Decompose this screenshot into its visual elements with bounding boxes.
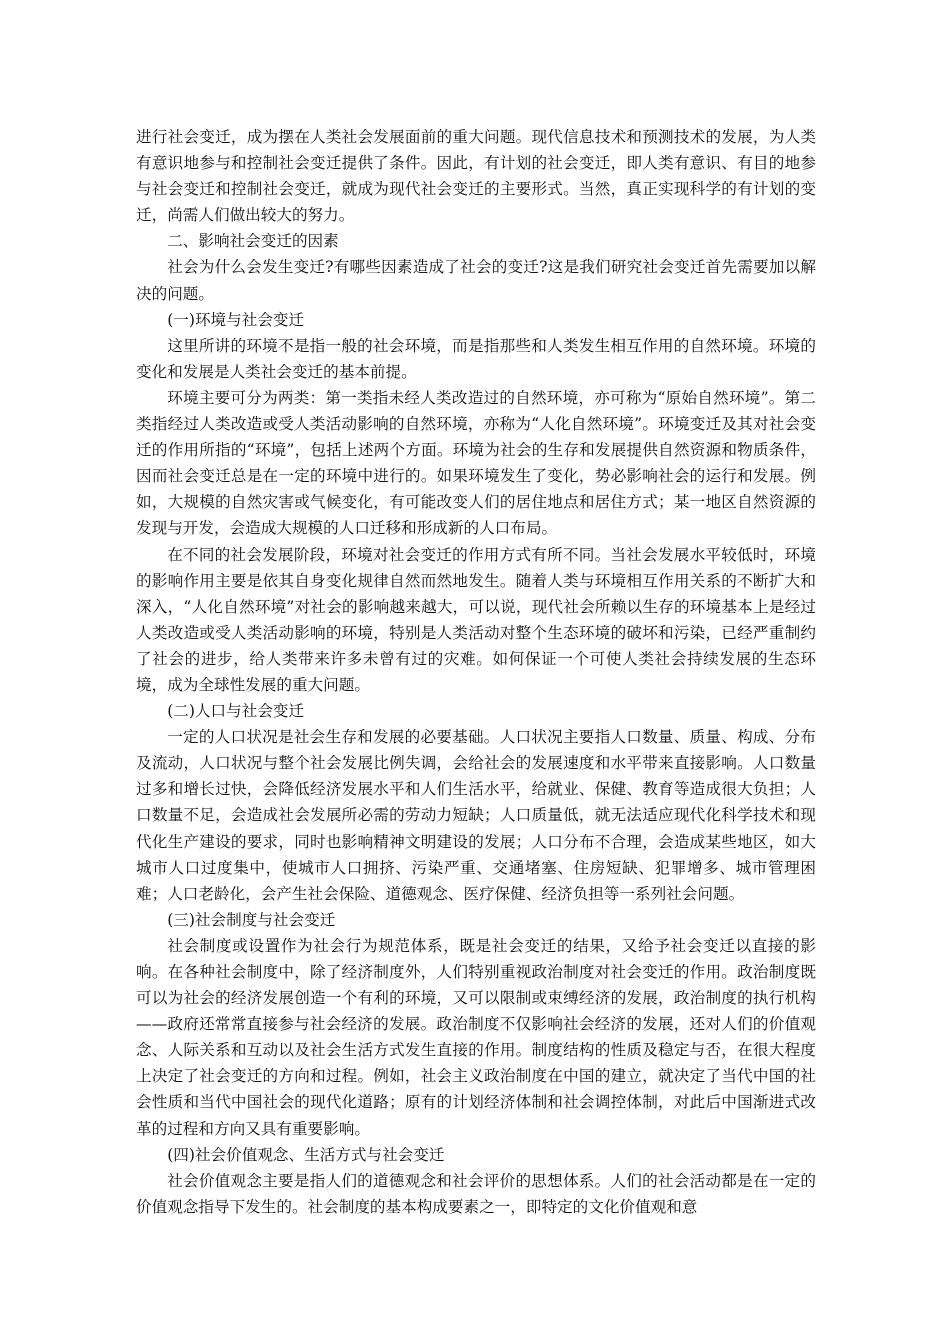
subheading-population: (二)人口与社会变迁 <box>167 702 305 721</box>
document-page <box>136 124 816 1220</box>
paragraph-values: 社会价值观念主要是指人们的道德观念和社会评价的思想体系。人们的社会活动都是在一定的价值观念指导下发生的。社会制度的基本构成要素之一，即特定的文化价值观和意 <box>136 1171 816 1216</box>
subheading-values-lifestyle: (四)社会价值观念、生活方式与社会变迁 <box>167 1145 445 1164</box>
paragraph-environment-definition: 这里所讲的环境不是指一般的社会环境，而是指那些和人类发生相互作用的自然环境。环境的变化和发展是人类社会变迁的基本前提。 <box>136 336 816 381</box>
section-heading-influencing-factors: 二、影响社会变迁的因素 <box>167 232 339 251</box>
paragraph-population: 一定的人口状况是社会生存和发展的必要基础。人口状况主要指人口数量、质量、构成、分布及流动，人口状况与整个社会发展比例失调，会给社会的发展速度和水平带来直接影响。人口数量过多和增长过快，会降低经济发展水平和人们生活水平，给就业、保健、教育等造成很大负担；人口数量不足，会造成社会发展所必需的劳动力短缺；人口质量低，就无法适应现代化科学技术和现代化生产建设的要求，同时也影响精神文明建设的发展；人口分布不合理，会造成某些地区，如大城市人口过度集中，使城市人口拥挤、污染严重、交通堵塞、住房短缺、犯罪增多、城市管理困难；人口老龄化，会产生社会保险、道德观念、医疗保健、经济负担等一系列社会问题。 <box>136 728 816 903</box>
subheading-environment: (一)环境与社会变迁 <box>167 310 305 329</box>
paragraph-environment-types: 环境主要可分为两类：第一类指未经人类改造过的自然环境，亦可称为“原始自然环境”。第二类指经过人类改造或受人类活动影响的自然环境，亦称为“人化自然环境”。环境变迁及其对社会变迁的作用所指的“环境”，包括上述两个方面。环境为社会的生存和发展提供自然资源和物质条件，因而社会变迁总是在一定的环境中进行的。如果环境发生了变化，势必影响社会的运行和发展。例如，大规模的自然灾害或气候变化，有可能改变人们的居住地点和居住方式；某一地区自然资源的发现与开发，会造成大规模的人口迁移和形成新的人口布局。 <box>136 388 816 538</box>
subheading-social-system: (三)社会制度与社会变迁 <box>167 910 336 929</box>
paragraph-environment-stages: 在不同的社会发展阶段，环境对社会变迁的作用方式有所不同。当社会发展水平较低时，环境的影响作用主要是依其自身变化规律自然而然地发生。随着人类与环境相互作用关系的不断扩大和深入，“人化自然环境”对社会的影响越来越大，可以说，现代社会所赖以生存的环境基本上是经过人类改造或受人类活动影响的环境，特别是人类活动对整个生态环境的破坏和污染，已经严重制约了社会的进步，给人类带来许多未曾有过的灾难。如何保证一个可使人类社会持续发展的生态环境，成为全球性发展的重大问题。 <box>136 545 816 694</box>
paragraph-intro-question: 社会为什么会发生变迁?有哪些因素造成了社会的变迁?这是我们研究社会变迁首先需要加以解决的问题。 <box>136 258 816 303</box>
paragraph-continuation: 进行社会变迁，成为摆在人类社会发展面前的重大问题。现代信息技术和预测技术的发展，为人类有意识地参与和控制社会变迁提供了条件。因此，有计划的社会变迁，即人类有意识、有目的地参与社会变迁和控制社会变迁，就成为现代社会变迁的主要形式。当然，真正实现科学的有计划的变迁，尚需人们做出较大的努力。 <box>136 128 816 225</box>
paragraph-social-system: 社会制度或设置作为社会行为规范体系，既是社会变迁的结果，又给予社会变迁以直接的影响。在各种社会制度中，除了经济制度外，人们特别重视政治制度对社会变迁的作用。政治制度既可以为社会的经济发展创造一个有利的环境，又可以限制或束缚经济的发展，政治制度的执行机构——政府还常常直接参与社会经济的发展。政治制度不仅影响社会经济的发展，还对人们的价值观念、人际关系和互动以及社会生活方式发生直接的作用。制度结构的性质及稳定与否，在很大程度上决定了社会变迁的方向和过程。例如，社会主义政治制度在中国的建立，就决定了当代中国的社会性质和当代中国社会的现代化道路；原有的计划经济体制和社会调控体制，对此后中国渐进式改革的过程和方向又具有重要影响。 <box>136 936 816 1138</box>
